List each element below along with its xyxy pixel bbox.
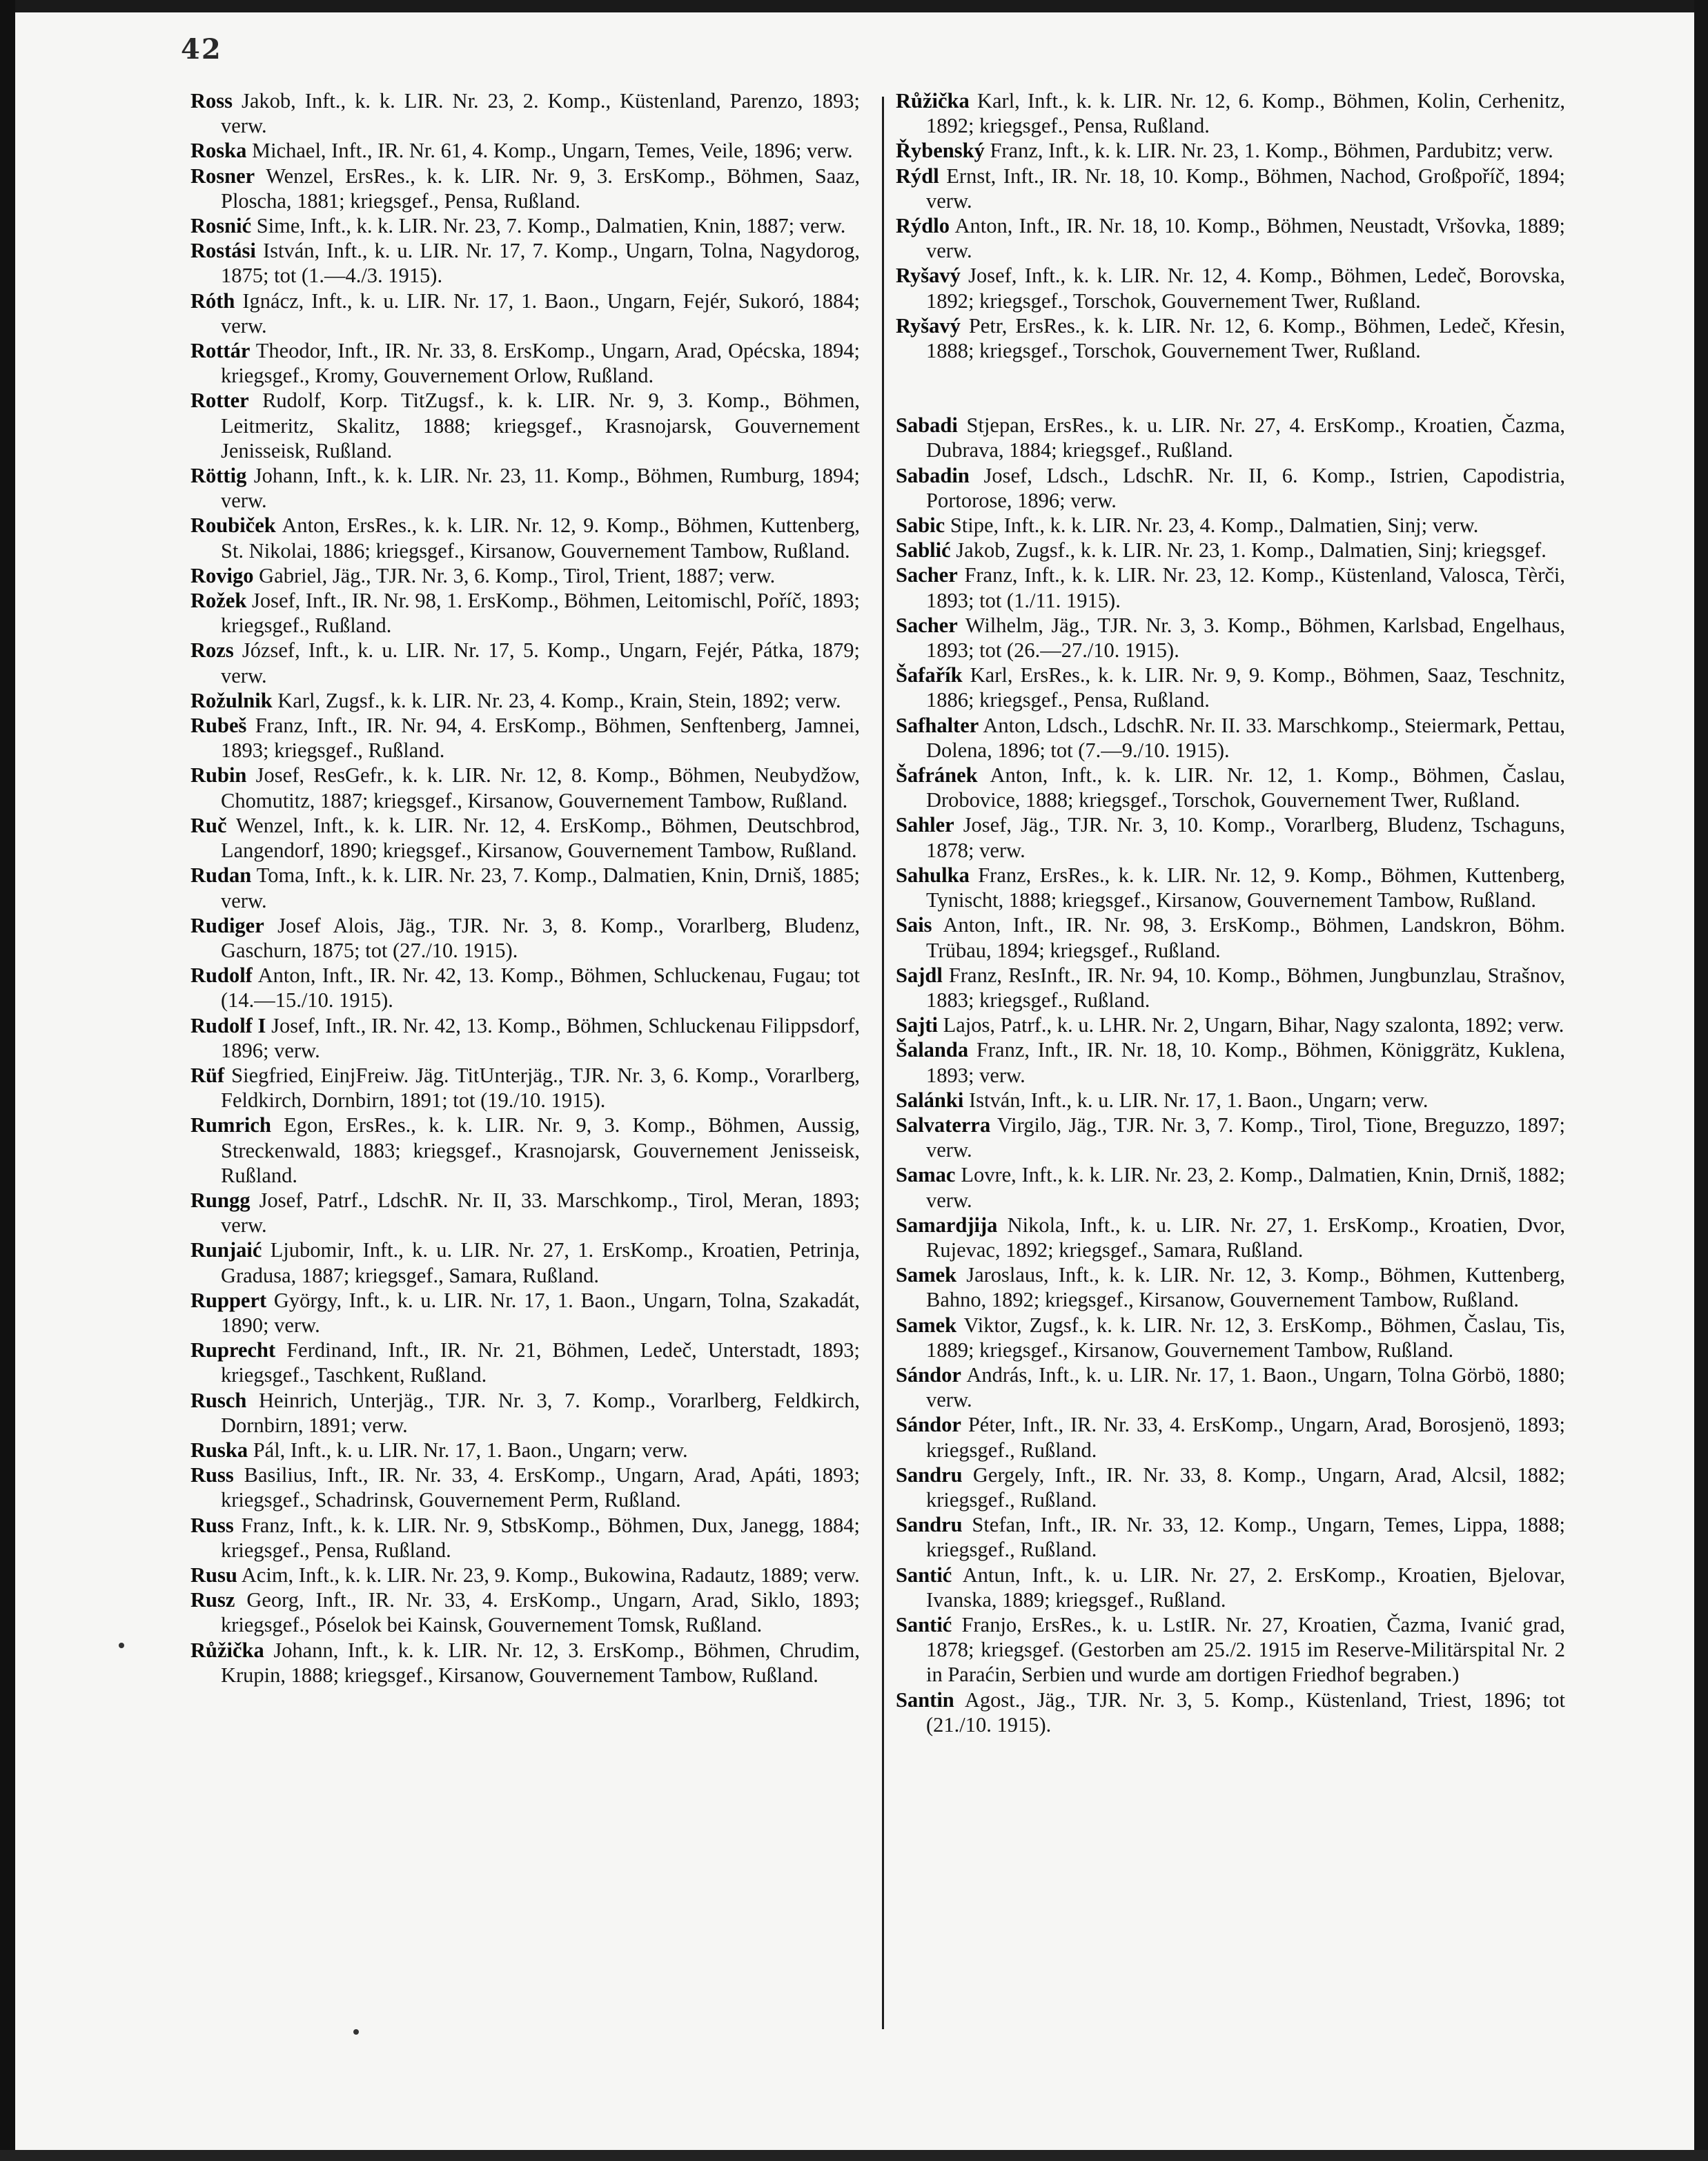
- entry-details: Josef, Jäg., TJR. Nr. 3, 10. Komp., Vorarlberg, Bludenz, Tschaguns, 1878; verw.: [926, 813, 1565, 862]
- entry-surname: Samardjija: [896, 1213, 998, 1237]
- entry-details: Gergely, Inft., IR. Nr. 33, 8. Komp., Ungarn, Arad, Alcsil, 1882; kriegsgef., Rußland.: [926, 1463, 1566, 1512]
- entry-details: Antun, Inft., k. u. LIR. Nr. 27, 2. ErsKomp., Kroatien, Bjelovar, Ivanska, 1889; kriegsgef., Rußland.: [926, 1563, 1565, 1612]
- entry-surname: Russ: [190, 1463, 234, 1487]
- register-entry: [896, 513, 1565, 538]
- register-entry: [896, 1512, 1565, 1562]
- register-entry: [896, 164, 1565, 213]
- entry-details: Karl, Zugsf., k. k. LIR. Nr. 23, 4. Komp., Krain, Stein, 1892; verw.: [277, 688, 841, 712]
- entry-details: Michael, Inft., IR. Nr. 61, 4. Komp., Ungarn, Temes, Veile, 1896; verw.: [251, 139, 853, 163]
- register-entry: [896, 1113, 1565, 1162]
- entry-surname: Russ: [190, 1513, 234, 1537]
- entry-details: Josef, ResGefr., k. k. LIR. Nr. 12, 8. Komp., Böhmen, Neubydžow, Chomutitz, 1887; kriegsgef., Kirsanow, Gouvernement Tambow, Rußland.: [221, 763, 861, 812]
- entry-surname: Rostási: [190, 239, 256, 263]
- register-entry: [190, 338, 860, 388]
- entry-surname: Ruska: [190, 1438, 248, 1462]
- entry-details: Franz, Inft., IR. Nr. 94, 4. ErsKomp., Böhmen, Senftenberg, Jamnei, 1893; kriegsgef., Rußland.: [221, 714, 860, 763]
- entry-surname: Rudolf I: [190, 1013, 266, 1037]
- register-entry: [896, 963, 1565, 1013]
- entry-surname: Rubeš: [190, 714, 247, 738]
- register-entry: [896, 463, 1565, 513]
- entry-surname: Röttig: [190, 464, 247, 488]
- entry-surname: Roska: [190, 139, 247, 163]
- entry-details: Lovre, Inft., k. k. LIR. Nr. 23, 2. Komp., Dalmatien, Knin, Drniš, 1882; verw.: [926, 1163, 1565, 1212]
- entry-surname: Samek: [896, 1313, 957, 1337]
- register-entry: [190, 638, 860, 687]
- register-entry: [896, 1037, 1565, 1087]
- entry-surname: Šalanda: [896, 1038, 969, 1062]
- register-entry: [190, 763, 860, 812]
- register-entry: [190, 1513, 860, 1563]
- entry-surname: Rusch: [190, 1388, 247, 1412]
- register-entry: [190, 563, 860, 588]
- entry-surname: Rotter: [190, 389, 249, 413]
- entry-surname: Ryšavý: [896, 313, 961, 338]
- column-divider: [882, 97, 884, 2029]
- entry-details: Josef, Patrf., LdschR. Nr. II, 33. Marschkomp., Tirol, Meran, 1893; verw.: [221, 1188, 861, 1238]
- right-column-r-entries: [896, 88, 1565, 363]
- register-entry: [896, 1463, 1565, 1512]
- ink-speck: [353, 2029, 359, 2035]
- entry-details: András, Inft., k. u. LIR. Nr. 17, 1. Baon., Ungarn, Tolna Görbö, 1880; verw.: [926, 1362, 1565, 1412]
- entry-details: Josef, Inft., IR. Nr. 42, 13. Komp., Böhmen, Schluckenau Filippsdorf, 1896; verw.: [221, 1013, 861, 1062]
- entry-details: Karl, Inft., k. k. LIR. Nr. 12, 6. Komp., Böhmen, Kolin, Cerhenitz, 1892; kriegsgef., Pensa, Rußland.: [926, 89, 1565, 138]
- scan-edge-left: [0, 0, 15, 2161]
- entry-details: Franjo, ErsRes., k. u. LstIR. Nr. 27, Kroatien, Čazma, Ivanić grad, 1878; kriegsgef. (Gestorben am 25./2. 1915 im Reserve-Militärspital Nr. 2 in Paraćin, Serbien und wurde am dortigen Friedhof begraben.): [926, 1612, 1566, 1687]
- entry-details: György, Inft., k. u. LIR. Nr. 17, 1. Baon., Ungarn, Tolna, Szakadát, 1890; verw.: [221, 1288, 861, 1337]
- register-entry: [190, 1188, 860, 1238]
- scan-edge-bottom: [0, 2150, 1708, 2161]
- register-entry: [190, 289, 860, 338]
- entry-details: Stjepan, ErsRes., k. u. LIR. Nr. 27, 4. ErsKomp., Kroatien, Čazma, Dubrava, 1884; kriegsgef., Rußland.: [926, 413, 1565, 462]
- entry-surname: Ryšavý: [896, 264, 961, 288]
- entry-details: Virgilo, Jäg., TJR. Nr. 3, 7. Komp., Tirol, Tione, Breguzzo, 1897; verw.: [926, 1113, 1566, 1162]
- entry-details: Stefan, Inft., IR. Nr. 33, 12. Komp., Ungarn, Temes, Lippa, 1888; kriegsgef., Rußland.: [926, 1513, 1566, 1562]
- register-entry: [896, 1563, 1565, 1612]
- entry-details: Theodor, Inft., IR. Nr. 33, 8. ErsKomp., Ungarn, Arad, Opécska, 1894; kriegsgef., Kromy, Gouvernement Orlow, Rußland.: [221, 339, 860, 388]
- entry-surname: Ruppert: [190, 1288, 267, 1312]
- entry-surname: Rusu: [190, 1563, 237, 1587]
- register-entry: [190, 1238, 860, 1287]
- entry-surname: Sabic: [896, 514, 945, 538]
- entry-details: Siegfried, EinjFreiw. Jäg. TitUnterjäg., TJR. Nr. 3, 6. Komp., Vorarlberg, Feldkirch, Dornbirn, 1891; tot (19./10. 1915).: [221, 1063, 860, 1113]
- entry-details: Ferdinand, Inft., IR. Nr. 21, Böhmen, Ledeč, Unterstadt, 1893; kriegsgef., Taschkent, Rußland.: [221, 1338, 861, 1387]
- entry-details: Franz, Inft., k. k. LIR. Nr. 23, 1. Komp., Böhmen, Pardubitz; verw.: [990, 139, 1553, 163]
- register-entry: [896, 763, 1565, 812]
- entry-surname: Rubin: [190, 763, 247, 788]
- entry-details: Gabriel, Jäg., TJR. Nr. 3, 6. Komp., Tirol, Trient, 1887; verw.: [259, 563, 776, 587]
- entry-details: Nikola, Inft., k. u. LIR. Nr. 27, 1. ErsKomp., Kroatien, Dvor, Rujevac, 1892; kriegsgef., Samara, Rußland.: [926, 1213, 1565, 1262]
- entry-surname: Rýdlo: [896, 214, 950, 238]
- register-entry: [190, 88, 860, 138]
- scan-edge-top: [0, 0, 1708, 12]
- entry-surname: Santić: [896, 1563, 952, 1587]
- register-entry: [896, 1213, 1565, 1262]
- register-entry: [190, 1288, 860, 1338]
- entry-details: Pál, Inft., k. u. LIR. Nr. 17, 1. Baon., Ungarn; verw.: [253, 1438, 688, 1462]
- entry-details: Jakob, Zugsf., k. k. LIR. Nr. 23, 1. Komp., Dalmatien, Sinj; kriegsgef.: [956, 538, 1547, 563]
- register-entry: [896, 912, 1565, 962]
- entry-surname: Rungg: [190, 1188, 251, 1212]
- entry-details: Heinrich, Unterjäg., TJR. Nr. 3, 7. Komp., Vorarlberg, Feldkirch, Dornbirn, 1891; verw.: [221, 1388, 861, 1437]
- register-entry: [190, 863, 860, 912]
- entry-details: Wenzel, ErsRes., k. k. LIR. Nr. 9, 3. ErsKomp., Böhmen, Saaz, Ploscha, 1881; kriegsgef., Pensa, Rußland.: [221, 164, 860, 213]
- entry-details: István, Inft., k. u. LIR. Nr. 17, 1. Baon., Ungarn; verw.: [968, 1088, 1429, 1112]
- entry-details: Anton, Inft., IR. Nr. 18, 10. Komp., Böhmen, Neustadt, Vršovka, 1889; verw.: [926, 214, 1565, 263]
- entry-surname: Sabadin: [896, 463, 970, 487]
- entry-details: Wenzel, Inft., k. k. LIR. Nr. 12, 4. ErsKomp., Böhmen, Deutschbrod, Langendorf, 1890; kriegsgef., Kirsanow, Gouvernement Tambow, Rußland.: [221, 813, 861, 863]
- entry-surname: Ross: [190, 89, 233, 113]
- register-entry: [896, 1162, 1565, 1212]
- entry-details: Viktor, Zugsf., k. k. LIR. Nr. 12, 3. ErsKomp., Böhmen, Časlau, Tis, 1889; kriegsgef., Kirsanow, Gouvernement Tambow, Rußland.: [926, 1313, 1565, 1362]
- register-entry: [190, 1463, 860, 1512]
- register-entry: [896, 1088, 1565, 1113]
- register-entry: [190, 1563, 860, 1587]
- register-entry: [896, 663, 1565, 712]
- entry-details: Franz, Inft., IR. Nr. 18, 10. Komp., Böhmen, Königgrätz, Kuklena, 1893; verw.: [926, 1038, 1565, 1087]
- entry-details: Lajos, Patrf., k. u. LHR. Nr. 2, Ungarn, Bihar, Nagy szalonta, 1892; verw.: [943, 1013, 1564, 1037]
- entry-details: Agost., Jäg., TJR. Nr. 3, 5. Komp., Küstenland, Triest, 1896; tot (21./10. 1915).: [926, 1688, 1565, 1737]
- register-entry: [896, 1262, 1565, 1312]
- register-entry: [190, 213, 860, 238]
- register-entry: [190, 463, 860, 513]
- entry-details: Anton, Inft., k. k. LIR. Nr. 12, 1. Komp., Böhmen, Časlau, Drobovice, 1888; kriegsgef., Torschok, Gouvernement Twer, Rußland.: [926, 763, 1565, 812]
- entry-details: Josef, Inft., IR. Nr. 98, 1. ErsKomp., Böhmen, Leitomischl, Poříč, 1893; kriegsgef., Rußland.: [221, 589, 861, 638]
- register-entry: [190, 1638, 860, 1688]
- entry-details: Ernst, Inft., IR. Nr. 18, 10. Komp., Böhmen, Nachod, Großpoříč, 1894; verw.: [926, 164, 1566, 213]
- entry-surname: Rosnić: [190, 214, 252, 238]
- entry-details: Ljubomir, Inft., k. u. LIR. Nr. 27, 1. ErsKomp., Kroatien, Petrinja, Gradusa, 1887; kriegsgef., Samara, Rußland.: [221, 1238, 861, 1287]
- register-entry: [190, 1388, 860, 1438]
- entry-surname: Sacher: [896, 613, 958, 637]
- register-entry: [896, 1688, 1565, 1737]
- register-entry: [896, 538, 1565, 563]
- entry-details: Jakob, Inft., k. k. LIR. Nr. 23, 2. Komp., Küstenland, Parenzo, 1893; verw.: [221, 89, 861, 138]
- entry-surname: Samek: [896, 1263, 957, 1287]
- entry-surname: Ruprecht: [190, 1338, 276, 1362]
- register-entry: [190, 138, 860, 163]
- right-column-s-entries: [896, 413, 1565, 1737]
- entry-surname: Růžička: [190, 1638, 264, 1662]
- register-entry: [190, 688, 860, 713]
- entry-details: Johann, Inft., k. k. LIR. Nr. 23, 11. Komp., Böhmen, Rumburg, 1894; verw.: [221, 464, 860, 513]
- entry-surname: Sacher: [896, 563, 958, 587]
- register-entry: [896, 812, 1565, 862]
- right-column: [896, 88, 1565, 1737]
- register-entry: [896, 1013, 1565, 1037]
- entry-surname: Safhalter: [896, 713, 979, 737]
- entry-surname: Santić: [896, 1612, 952, 1636]
- entry-surname: Sabadi: [896, 413, 958, 438]
- entry-surname: Sandru: [896, 1463, 963, 1487]
- register-entry: [190, 588, 860, 638]
- entry-surname: Sais: [896, 913, 932, 937]
- entry-details: Karl, ErsRes., k. k. LIR. Nr. 9, 9. Komp., Böhmen, Saaz, Teschnitz, 1886; kriegsgef., Pensa, Rußland.: [926, 663, 1565, 712]
- entry-details: Jaroslaus, Inft., k. k. LIR. Nr. 12, 3. Komp., Böhmen, Kuttenberg, Bahno, 1892; kriegsgef., Kirsanow, Gouvernement Tambow, Rußland.: [926, 1263, 1566, 1312]
- entry-surname: Sahulka: [896, 863, 970, 887]
- entry-surname: Rozs: [190, 638, 234, 663]
- entry-details: Stipe, Inft., k. k. LIR. Nr. 23, 4. Komp., Dalmatien, Sinj; verw.: [950, 514, 1479, 538]
- left-column: [190, 88, 860, 1688]
- register-entry: [896, 1412, 1565, 1462]
- entry-surname: Rudiger: [190, 913, 264, 937]
- register-entry: [896, 1362, 1565, 1412]
- register-entry: [896, 563, 1565, 612]
- entry-details: Wilhelm, Jäg., TJR. Nr. 3, 3. Komp., Böhmen, Karlsbad, Engelhaus, 1893; tot (26.—27./10. 1915).: [926, 613, 1566, 663]
- entry-details: Rudolf, Korp. TitZugsf., k. k. LIR. Nr. 9, 3. Komp., Böhmen, Leitmeritz, Skalitz, 1888; kriegsgef., Krasnojarsk, Gouvernement Jenisseisk, Rußland.: [221, 389, 860, 462]
- entry-surname: Salánki: [896, 1088, 964, 1112]
- entry-details: Johann, Inft., k. k. LIR. Nr. 12, 3. ErsKomp., Böhmen, Chrudim, Krupin, 1888; kriegsgef., Kirsanow, Gouvernement Tambow, Rußland.: [221, 1638, 860, 1687]
- entry-surname: Sablić: [896, 538, 951, 563]
- entry-details: Anton, Inft., IR. Nr. 98, 3. ErsKomp., Böhmen, Landskron, Böhm. Trübau, 1894; kriegsgef., Rußland.: [926, 913, 1565, 962]
- entry-details: Anton, Inft., IR. Nr. 42, 13. Komp., Böhmen, Schluckenau, Fugau; tot (14.—15./10. 1915).: [221, 964, 860, 1013]
- entry-details: Petr, ErsRes., k. k. LIR. Nr. 12, 6. Komp., Böhmen, Ledeč, Křesin, 1888; kriegsgef., Torschok, Gouvernement Twer, Rußland.: [926, 313, 1565, 363]
- entry-surname: Rovigo: [190, 563, 254, 587]
- entry-surname: Santin: [896, 1688, 954, 1712]
- entry-surname: Sajti: [896, 1013, 938, 1037]
- ink-speck: [119, 1643, 124, 1648]
- register-entry: [896, 613, 1565, 663]
- entry-details: Franz, Inft., k. k. LIR. Nr. 9, StbsKomp., Böhmen, Dux, Janegg, 1884; kriegsgef., Pensa, Rußland.: [221, 1513, 861, 1562]
- entry-details: Basilius, Inft., IR. Nr. 33, 4. ErsKomp., Ungarn, Arad, Apáti, 1893; kriegsgef., Schadrinsk, Gouvernement Perm, Rußland.: [221, 1463, 861, 1512]
- entry-surname: Rudan: [190, 863, 252, 888]
- register-entry: [190, 1438, 860, 1463]
- register-entry: [896, 1313, 1565, 1362]
- entry-surname: Runjaić: [190, 1238, 262, 1262]
- entry-surname: Sahler: [896, 813, 954, 837]
- entry-surname: Řybenský: [896, 139, 985, 163]
- register-entry: [896, 713, 1565, 763]
- entry-details: Acim, Inft., k. k. LIR. Nr. 23, 9. Komp., Bukowina, Radautz, 1889; verw.: [241, 1563, 860, 1587]
- register-entry: [190, 164, 860, 213]
- entry-surname: Samac: [896, 1163, 956, 1187]
- register-entry: [190, 388, 860, 463]
- register-entry: [190, 1113, 860, 1188]
- entry-surname: Rüf: [190, 1063, 225, 1087]
- entry-details: Toma, Inft., k. k. LIR. Nr. 23, 7. Komp., Dalmatien, Knin, Drniš, 1885; verw.: [221, 863, 860, 912]
- entry-details: Péter, Inft., IR. Nr. 33, 4. ErsKomp., Ungarn, Arad, Borosjenö, 1893; kriegsgef., Rußland.: [926, 1413, 1565, 1462]
- register-entry: [190, 813, 860, 863]
- register-entry: [896, 1612, 1565, 1688]
- entry-surname: Šafařík: [896, 663, 963, 687]
- entry-surname: Roubiček: [190, 514, 276, 538]
- scan-edge-right: [1694, 0, 1708, 2161]
- register-entry: [190, 1338, 860, 1387]
- register-entry: [896, 213, 1565, 263]
- page-number: 42: [181, 33, 222, 66]
- entry-surname: Rýdl: [896, 164, 939, 188]
- entry-details: Franz, ResInft., IR. Nr. 94, 10. Komp., Böhmen, Jungbunzlau, Strašnov, 1883; kriegsgef., Rußland.: [926, 963, 1565, 1012]
- register-entry: [190, 238, 860, 288]
- entry-surname: Rumrich: [190, 1113, 271, 1137]
- entry-surname: Ruč: [190, 813, 227, 837]
- entry-surname: Sándor: [896, 1362, 961, 1387]
- letter-section-gap: [896, 363, 1565, 413]
- entry-details: Sime, Inft., k. k. LIR. Nr. 23, 7. Komp., Dalmatien, Knin, 1887; verw.: [256, 214, 846, 238]
- register-entry: [190, 1013, 860, 1063]
- entry-details: Egon, ErsRes., k. k. LIR. Nr. 9, 3. Komp., Böhmen, Aussig, Streckenwald, 1883; kriegsgef., Krasnojarsk, Gouvernement Jenisseisk, Rußland.: [221, 1113, 860, 1187]
- entry-surname: Sandru: [896, 1513, 963, 1537]
- entry-details: Franz, ErsRes., k. k. LIR. Nr. 12, 9. Komp., Böhmen, Kuttenberg, Tynischt, 1888; kriegsgef., Kirsanow, Gouvernement Tambow, Rußland.: [926, 863, 1565, 912]
- entry-details: Anton, Ldsch., LdschR. Nr. II. 33. Marschkomp., Steiermark, Pettau, Dolena, 1896; tot (7.—9./10. 1915).: [926, 713, 1565, 762]
- register-entry: [896, 863, 1565, 912]
- entry-surname: Róth: [190, 289, 235, 313]
- entry-surname: Rusz: [190, 1588, 235, 1612]
- register-entry: [896, 313, 1565, 363]
- register-entry: [190, 713, 860, 763]
- register-entry: [190, 1063, 860, 1113]
- entry-details: Anton, ErsRes., k. k. LIR. Nr. 12, 9. Komp., Böhmen, Kuttenberg, St. Nikolai, 1886; kriegsgef., Kirsanow, Gouvernement Tambow, Rußland.: [221, 514, 860, 563]
- register-entry: [190, 513, 860, 563]
- entry-details: Josef, Ldsch., LdschR. Nr. II, 6. Komp., Istrien, Capodistria, Portorose, 1896; verw.: [926, 463, 1566, 512]
- entry-details: Georg, Inft., IR. Nr. 33, 4. ErsKomp., Ungarn, Arad, Siklo, 1893; kriegsgef., Póselok bei Kainsk, Gouvernement Tomsk, Rußland.: [221, 1588, 860, 1637]
- entry-surname: Salvaterra: [896, 1113, 991, 1137]
- entry-details: József, Inft., k. u. LIR. Nr. 17, 5. Komp., Ungarn, Fejér, Pátka, 1879; verw.: [221, 638, 860, 687]
- register-entry: [190, 1587, 860, 1637]
- entry-details: Josef, Inft., k. k. LIR. Nr. 12, 4. Komp., Böhmen, Ledeč, Borovska, 1892; kriegsgef., Torschok, Gouvernement Twer, Rußland.: [926, 264, 1566, 313]
- register-entry: [896, 88, 1565, 138]
- entry-details: Franz, Inft., k. k. LIR. Nr. 23, 12. Komp., Küstenland, Valosca, Tèrči, 1893; tot (1./11. 1915).: [926, 563, 1565, 612]
- entry-surname: Šafránek: [896, 763, 978, 788]
- register-entry: [190, 913, 860, 963]
- entry-surname: Rosner: [190, 164, 255, 188]
- register-entry: [896, 263, 1565, 313]
- entry-surname: Rudolf: [190, 964, 253, 988]
- entry-details: Josef Alois, Jäg., TJR. Nr. 3, 8. Komp., Vorarlberg, Bludenz, Gaschurn, 1875; tot (27./10. 1915).: [221, 913, 860, 962]
- entry-surname: Rottár: [190, 339, 251, 363]
- register-entry: [190, 963, 860, 1013]
- entry-surname: Rožulnik: [190, 688, 273, 712]
- entry-surname: Růžička: [896, 89, 970, 113]
- entry-surname: Rožek: [190, 589, 247, 613]
- register-entry: [896, 138, 1565, 163]
- register-entry: [896, 413, 1565, 462]
- entry-surname: Sajdl: [896, 963, 943, 987]
- entry-details: Ignácz, Inft., k. u. LIR. Nr. 17, 1. Baon., Ungarn, Fejér, Sukoró, 1884; verw.: [221, 289, 861, 338]
- entry-surname: Sándor: [896, 1413, 961, 1437]
- entry-details: István, Inft., k. u. LIR. Nr. 17, 7. Komp., Ungarn, Tolna, Nagydorog, 1875; tot (1.—4./3. 1915).: [221, 239, 861, 288]
